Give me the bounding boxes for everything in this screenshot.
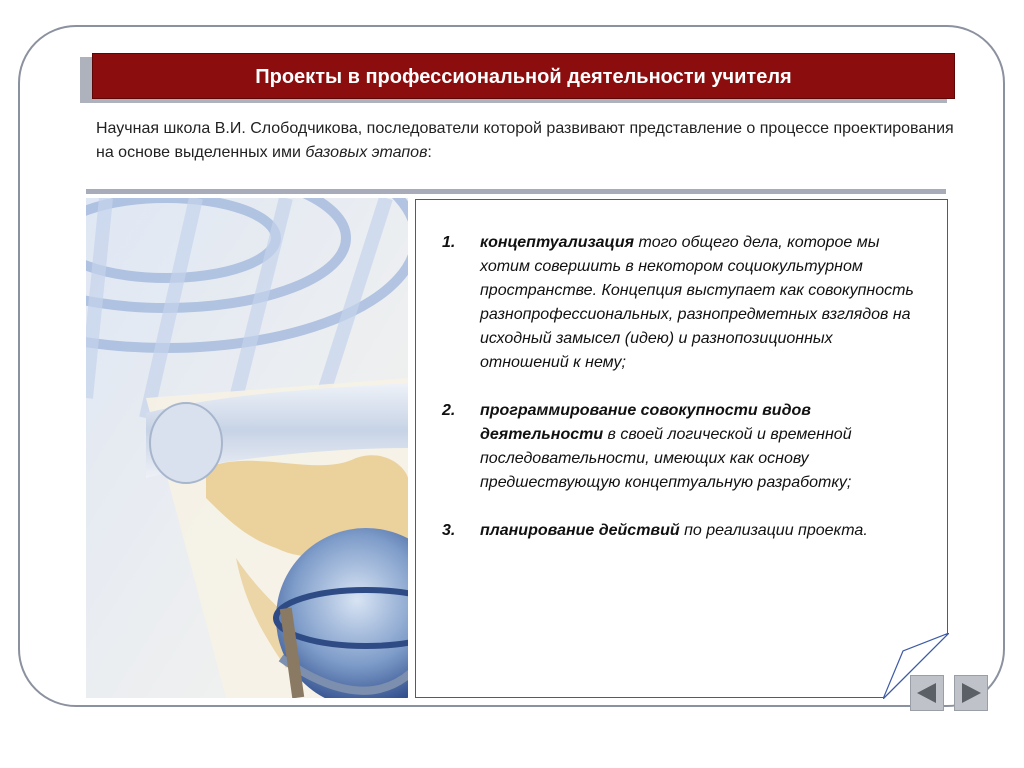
item-description: того общего дела, которое мы хотим совершить в некотором социокультурном пространстве. Концепция выступает как совокупность разнопрофессиональных, разнопредметных взглядов на исходный замысел (идею) и разнопозиционных отношений к нему; <box>480 234 914 371</box>
item-term: концептуализация <box>480 234 635 251</box>
triangle-left-icon <box>914 680 940 706</box>
list-item <box>442 231 922 375</box>
previous-slide-button[interactable] <box>910 675 944 711</box>
item-text <box>480 231 922 375</box>
item-term: планирование действий <box>480 522 680 539</box>
intro-main: Научная школа В.И. Слободчикова, последователи которой развивают представление о процессе проектирования на основе выделенных ими <box>96 120 954 161</box>
next-slide-button[interactable] <box>954 675 988 711</box>
intro-text <box>96 117 956 165</box>
item-text <box>480 519 922 543</box>
triangle-right-icon <box>958 680 984 706</box>
item-description: по реализации проекта. <box>679 522 868 539</box>
item-text <box>480 399 922 495</box>
divider-line <box>86 189 946 194</box>
item-number: 2. <box>442 402 456 419</box>
slide-title: Проекты в профессиональной деятельности учителя <box>92 53 955 99</box>
decorative-globe-map-image <box>86 198 408 698</box>
list-item <box>442 519 922 543</box>
intro-italic: базовых этапов <box>305 144 428 161</box>
list-item <box>442 399 922 495</box>
item-number: 1. <box>442 234 456 251</box>
item-description: в своей логической и временной последовательности, имеющих как основу предшествующую концептуальную разработку; <box>480 426 852 491</box>
intro-end: : <box>427 144 432 161</box>
item-number: 3. <box>442 522 456 539</box>
stages-list <box>442 231 922 567</box>
item-term: программирование совокупности видов деятельности <box>480 402 811 443</box>
